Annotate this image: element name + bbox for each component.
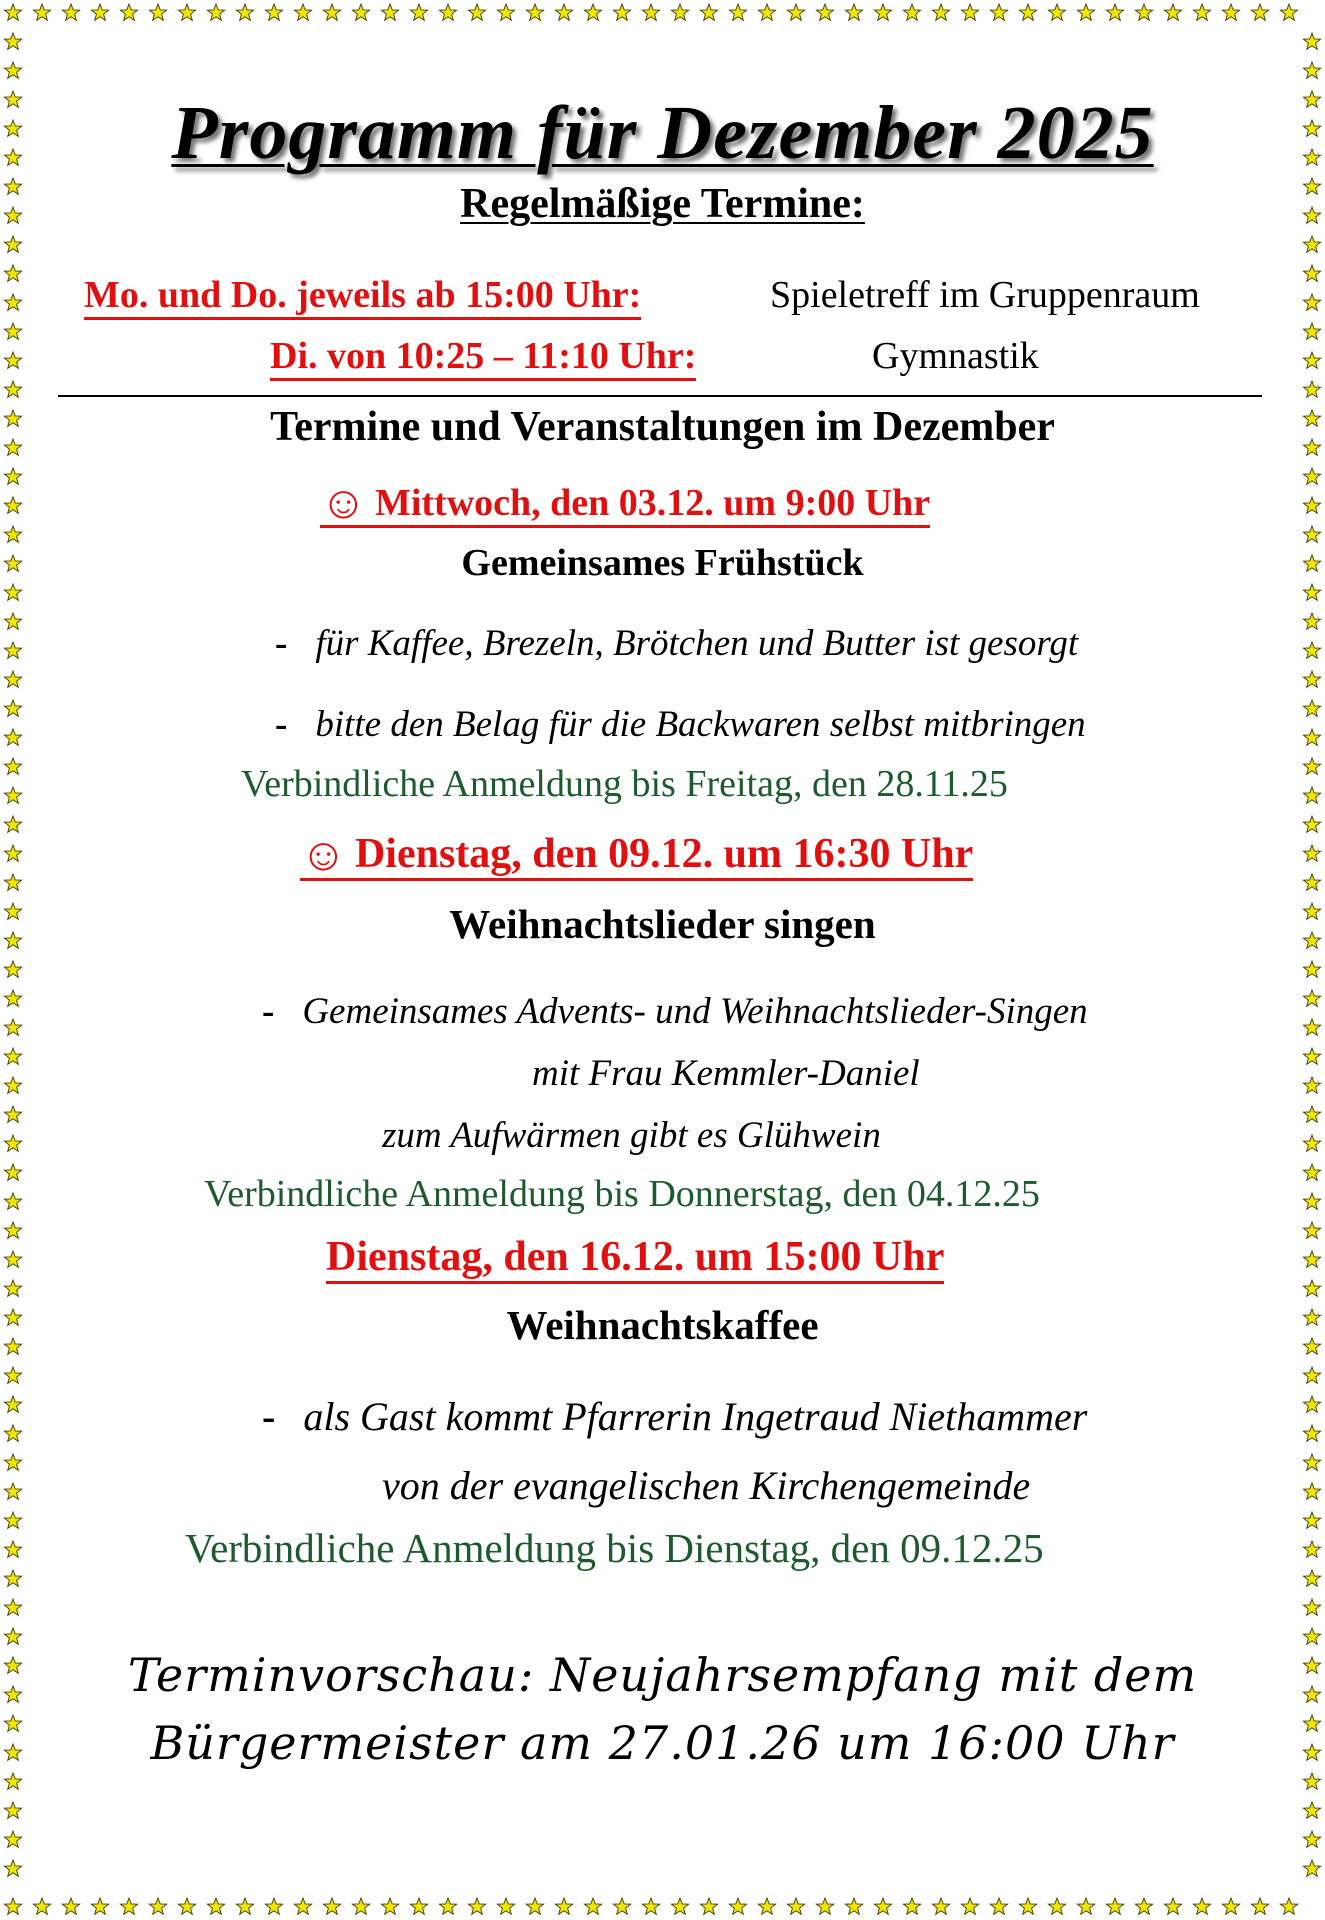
divider	[58, 395, 1262, 397]
star-icon	[1251, 1898, 1268, 1914]
star-icon	[1280, 1898, 1297, 1914]
star-icon	[1303, 323, 1320, 339]
star-icon	[758, 4, 775, 20]
star-icon	[961, 4, 978, 20]
star-icon	[700, 1898, 717, 1914]
star-icon	[4, 323, 21, 339]
star-icon	[4, 1454, 21, 1470]
event-1-date: ☺ Mittwoch, den 03.12. um 9:00 Uhr	[320, 477, 931, 528]
star-icon	[555, 4, 572, 20]
star-icon	[584, 4, 601, 20]
star-icon	[526, 1898, 543, 1914]
star-icon	[4, 1280, 21, 1296]
star-icon	[1303, 410, 1320, 426]
star-icon	[1106, 1898, 1123, 1914]
star-icon	[1303, 1367, 1320, 1383]
star-icon	[613, 4, 630, 20]
star-icon	[4, 1541, 21, 1557]
star-icon	[1303, 1425, 1320, 1441]
event-3-line-1: - als Gast kommt Pfarrerin Ingetraud Niethammer	[262, 1394, 1088, 1439]
star-icon	[4, 1512, 21, 1528]
star-icon	[4, 1106, 21, 1122]
star-icon	[1303, 294, 1320, 310]
star-icon	[1303, 1077, 1320, 1093]
star-icon	[1303, 1396, 1320, 1412]
star-icon	[1303, 1686, 1320, 1702]
star-icon	[4, 555, 21, 571]
star-icon	[1303, 613, 1320, 629]
star-icon	[4, 642, 21, 658]
star-icon	[1303, 555, 1320, 571]
dash-bullet: -	[262, 1394, 276, 1439]
star-icon	[4, 758, 21, 774]
star-icon	[4, 1193, 21, 1209]
star-icon	[4, 990, 21, 1006]
star-icon	[4, 1367, 21, 1383]
star-icon	[1164, 1898, 1181, 1914]
star-icon	[4, 1860, 21, 1876]
page-title: Programm für Dezember 2025	[171, 91, 1154, 175]
star-icon	[1303, 874, 1320, 890]
preview-line-2: Bürgermeister am 27.01.26 um 16:00 Uhr	[150, 1716, 1175, 1770]
star-icon	[1222, 4, 1239, 20]
star-icon	[236, 4, 253, 20]
star-icon	[729, 4, 746, 20]
star-icon	[207, 1898, 224, 1914]
dash-bullet: -	[275, 704, 288, 745]
smiley-icon: ☺	[300, 829, 347, 880]
star-icon	[4, 874, 21, 890]
star-icon	[4, 932, 21, 948]
star-icon	[1164, 4, 1181, 20]
star-icon	[555, 1898, 572, 1914]
event-2-line-3: zum Aufwärmen gibt es Glühwein	[382, 1115, 881, 1156]
star-icon	[1106, 4, 1123, 20]
star-icon	[323, 4, 340, 20]
star-icon	[497, 1898, 514, 1914]
star-icon	[4, 1599, 21, 1615]
star-icon	[4, 903, 21, 919]
star-icon	[1303, 758, 1320, 774]
regular-row-1-when: Mo. und Do. jeweils ab 15:00 Uhr:	[84, 274, 641, 320]
star-icon	[265, 4, 282, 20]
flyer-page	[30, 28, 1295, 1890]
star-icon	[4, 1628, 21, 1644]
star-icon	[845, 4, 862, 20]
star-icon	[787, 4, 804, 20]
star-icon	[1019, 4, 1036, 20]
star-icon	[1048, 4, 1065, 20]
event-1-line-1: - für Kaffee, Brezeln, Brötchen und Butter ist gesorgt	[275, 623, 1079, 664]
star-icon	[294, 1898, 311, 1914]
star-icon	[1303, 1541, 1320, 1557]
star-icon	[1303, 1454, 1320, 1470]
star-icon	[323, 1898, 340, 1914]
star-icon	[33, 1898, 50, 1914]
event-2-name: Weihnachtslieder singen	[449, 901, 876, 947]
star-icon	[1303, 1860, 1320, 1876]
star-icon	[4, 613, 21, 629]
star-icon	[1303, 1338, 1320, 1354]
star-icon	[845, 1898, 862, 1914]
star-icon	[671, 1898, 688, 1914]
star-icon	[1303, 1106, 1320, 1122]
star-icon	[816, 4, 833, 20]
star-icon	[1303, 178, 1320, 194]
event-3-name: Weihnachtskaffee	[506, 1302, 819, 1348]
star-icon	[381, 1898, 398, 1914]
star-icon	[4, 1222, 21, 1238]
star-icon	[1303, 729, 1320, 745]
star-icon	[1303, 1715, 1320, 1731]
event-2-registration: Verbindliche Anmeldung bis Donnerstag, den 04.12.25	[204, 1173, 1040, 1215]
star-icon	[4, 1019, 21, 1035]
star-icon	[1303, 903, 1320, 919]
event-1-line-2: - bitte den Belag für die Backwaren selbst mitbringen	[275, 704, 1086, 745]
star-icon	[4, 526, 21, 542]
star-icon	[4, 468, 21, 484]
star-icon	[642, 4, 659, 20]
star-icon	[1303, 207, 1320, 223]
star-icon	[700, 4, 717, 20]
star-icon	[91, 4, 108, 20]
star-icon	[120, 4, 137, 20]
event-2-date: ☺ Dienstag, den 09.12. um 16:30 Uhr	[300, 829, 974, 880]
star-icon	[62, 4, 79, 20]
star-icon	[787, 1898, 804, 1914]
star-icon	[1303, 149, 1320, 165]
star-icon	[1303, 1744, 1320, 1760]
star-icon	[4, 1396, 21, 1412]
star-icon	[294, 4, 311, 20]
star-icon	[4, 1570, 21, 1586]
dash-bullet: -	[275, 623, 288, 664]
event-1-registration: Verbindliche Anmeldung bis Freitag, den 28.11.25	[241, 763, 1008, 805]
star-icon	[4, 787, 21, 803]
dash-bullet: -	[262, 991, 275, 1032]
star-icon	[4, 1048, 21, 1064]
star-icon	[497, 4, 514, 20]
star-icon	[990, 1898, 1007, 1914]
star-icon	[1303, 62, 1320, 78]
star-icon	[4, 816, 21, 832]
star-icon	[4, 1077, 21, 1093]
star-icon	[1280, 4, 1297, 20]
star-icon	[671, 4, 688, 20]
star-icon	[932, 1898, 949, 1914]
star-icon	[1303, 1512, 1320, 1528]
star-icon	[381, 4, 398, 20]
star-icon	[4, 1715, 21, 1731]
star-icon	[4, 1251, 21, 1267]
star-icon	[4, 700, 21, 716]
star-icon	[1303, 1251, 1320, 1267]
star-icon	[4, 149, 21, 165]
star-icon	[4, 584, 21, 600]
star-icon	[352, 1898, 369, 1914]
star-icon	[1303, 526, 1320, 542]
star-icon	[1303, 1135, 1320, 1151]
event-3-date: Dienstag, den 16.12. um 15:00 Uhr	[326, 1233, 944, 1281]
star-icon	[1303, 990, 1320, 1006]
star-icon	[468, 1898, 485, 1914]
star-icon	[903, 1898, 920, 1914]
star-icon	[526, 4, 543, 20]
star-icon	[178, 4, 195, 20]
star-icon	[120, 1898, 137, 1914]
regular-heading: Regelmäßige Termine:	[460, 181, 865, 227]
star-icon	[236, 1898, 253, 1914]
star-icon	[1048, 1898, 1065, 1914]
star-icon	[1303, 1280, 1320, 1296]
star-icon	[1193, 4, 1210, 20]
star-icon	[4, 294, 21, 310]
event-2-line-2: mit Frau Kemmler-Daniel	[532, 1053, 920, 1094]
regular-row-2	[270, 334, 696, 378]
star-icon	[4, 729, 21, 745]
star-icon	[4, 1425, 21, 1441]
star-icon	[439, 4, 456, 20]
star-icon	[1303, 33, 1320, 49]
star-icon	[584, 1898, 601, 1914]
star-icon	[613, 1898, 630, 1914]
star-icon	[4, 1483, 21, 1499]
star-icon	[4, 1657, 21, 1673]
star-icon	[4, 439, 21, 455]
star-icon	[1303, 120, 1320, 136]
regular-row-2-when: Di. von 10:25 – 11:10 Uhr:	[270, 335, 696, 381]
star-icon	[1303, 932, 1320, 948]
event-3-line-2: von der evangelischen Kirchengemeinde	[382, 1463, 1031, 1508]
star-icon	[4, 1802, 21, 1818]
star-icon	[1303, 1802, 1320, 1818]
star-icon	[1303, 1164, 1320, 1180]
star-icon	[207, 4, 224, 20]
star-icon	[932, 4, 949, 20]
star-icon	[33, 4, 50, 20]
star-icon	[4, 1309, 21, 1325]
star-icon	[1303, 265, 1320, 281]
star-icon	[1303, 787, 1320, 803]
star-icon	[1303, 961, 1320, 977]
regular-row-1-what: Spieletreff im Gruppenraum	[770, 274, 1200, 316]
star-icon	[4, 1744, 21, 1760]
star-icon	[1303, 439, 1320, 455]
star-icon	[1303, 236, 1320, 252]
star-icon	[1303, 700, 1320, 716]
star-icon	[410, 4, 427, 20]
star-icon	[4, 207, 21, 223]
star-icon	[1303, 1831, 1320, 1847]
star-icon	[1135, 1898, 1152, 1914]
star-icon	[1303, 1048, 1320, 1064]
star-icon	[1077, 4, 1094, 20]
star-icon	[1251, 4, 1268, 20]
star-icon	[4, 62, 21, 78]
star-icon	[758, 1898, 775, 1914]
star-icon	[1303, 845, 1320, 861]
star-icon	[961, 1898, 978, 1914]
event-3-registration: Verbindliche Anmeldung bis Dienstag, den 09.12.25	[185, 1525, 1044, 1571]
star-icon	[62, 1898, 79, 1914]
star-icon	[816, 1898, 833, 1914]
star-icon	[1222, 1898, 1239, 1914]
star-icon	[4, 120, 21, 136]
star-icon	[4, 1164, 21, 1180]
star-icon	[1303, 91, 1320, 107]
star-icon	[439, 1898, 456, 1914]
star-icon	[1303, 381, 1320, 397]
star-icon	[4, 1773, 21, 1789]
star-icon	[91, 1898, 108, 1914]
star-icon	[1303, 352, 1320, 368]
star-icon	[4, 236, 21, 252]
star-icon	[410, 1898, 427, 1914]
event-1-name: Gemeinsames Frühstück	[461, 542, 864, 584]
star-icon	[1135, 4, 1152, 20]
star-icon	[1193, 1898, 1210, 1914]
star-icon	[1303, 1657, 1320, 1673]
star-icon	[352, 4, 369, 20]
star-icon	[265, 1898, 282, 1914]
star-icon	[1303, 1599, 1320, 1615]
star-icon	[1303, 1570, 1320, 1586]
star-icon	[4, 1831, 21, 1847]
star-icon	[149, 1898, 166, 1914]
preview-line-1: Terminvorschau: Neujahrsempfang mit dem	[127, 1648, 1198, 1702]
star-icon	[1303, 1309, 1320, 1325]
star-icon	[1303, 1773, 1320, 1789]
regular-row-1	[84, 273, 641, 317]
star-icon	[4, 497, 21, 513]
star-icon	[149, 4, 166, 20]
star-icon	[1303, 468, 1320, 484]
star-icon	[874, 4, 891, 20]
star-icon	[1303, 1019, 1320, 1035]
star-icon	[1303, 497, 1320, 513]
star-icon	[1303, 1628, 1320, 1644]
star-icon	[178, 1898, 195, 1914]
star-icon	[642, 1898, 659, 1914]
star-icon	[903, 4, 920, 20]
star-icon	[4, 265, 21, 281]
events-heading: Termine und Veranstaltungen im Dezember	[270, 404, 1055, 450]
smiley-icon: ☺	[320, 477, 367, 528]
star-icon	[1077, 1898, 1094, 1914]
star-icon	[874, 1898, 891, 1914]
star-icon	[4, 1898, 21, 1914]
star-icon	[4, 845, 21, 861]
star-icon	[1019, 1898, 1036, 1914]
event-2-line-1: - Gemeinsames Advents- und Weihnachtslieder-Singen	[262, 991, 1088, 1032]
regular-row-2-what: Gymnastik	[872, 335, 1039, 377]
star-icon	[4, 1686, 21, 1702]
star-icon	[1303, 1193, 1320, 1209]
star-icon	[4, 961, 21, 977]
star-icon	[1303, 816, 1320, 832]
star-icon	[4, 4, 21, 20]
star-icon	[990, 4, 1007, 20]
star-icon	[4, 91, 21, 107]
star-icon	[4, 671, 21, 687]
star-icon	[1303, 584, 1320, 600]
star-icon	[468, 4, 485, 20]
star-icon	[4, 33, 21, 49]
star-icon	[4, 410, 21, 426]
star-icon	[729, 1898, 746, 1914]
star-icon	[1303, 642, 1320, 658]
star-icon	[4, 381, 21, 397]
star-icon	[4, 1338, 21, 1354]
star-icon	[1303, 1222, 1320, 1238]
star-icon	[4, 352, 21, 368]
star-icon	[4, 178, 21, 194]
star-icon	[1303, 1483, 1320, 1499]
star-icon	[1303, 671, 1320, 687]
star-icon	[4, 1135, 21, 1151]
